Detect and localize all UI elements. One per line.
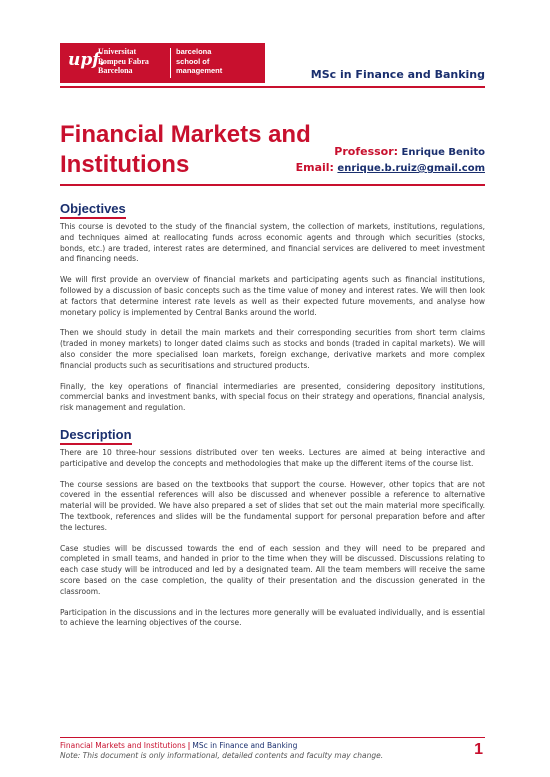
description-paragraph: Case studies will be discussed towards the end of each session and they will need to be prepared and completed in small teams, and handed in prior to the time when they will be discussed. Discussions relating to each case study will be introduced and led by a designated team. All the team members will receive the same score based on the case completion, the quality of their presentation and the discussion generated in the classroom. (60, 543, 485, 596)
footer-note: Note: This document is only informational, detailed contents and faculty may change. (60, 751, 384, 760)
objectives-heading: Objectives (60, 201, 126, 219)
header-divider (60, 86, 485, 88)
description-heading: Description (60, 427, 132, 445)
professor-line (296, 144, 485, 160)
description-paragraph: The course sessions are based on the textbooks that support the course. However, other topics that are not covered in the essential references will also be discussed and whenever possible a reference to alternative material will be provided. We have also prepared a set of slides that set out the main material more specifically. The textbook, references and slides will be the fundamental support for personal preparation before and after the lectures. (60, 479, 485, 532)
objectives-paragraph: This course is devoted to the study of the financial system, the collection of markets, institutions, regulations, and techniques aimed at reallocating funds across economic agents and through which securities (stocks, bonds, etc.) are traded, interest rates are determined, and financial services are delivered to meet investment and financing needs. (60, 222, 485, 264)
header-program-name: MSc in Finance and Banking (310, 68, 485, 81)
school-name: barcelona school of management (176, 47, 223, 75)
upf-logo-mark: upf. (68, 50, 105, 70)
email-line (296, 160, 485, 176)
objectives-paragraph: Then we should study in detail the main markets and their corresponding securities from short term claims (traded in money markets) to longer dated claims such as stocks and bonds (traded in capital markets). We will also consider the more specialised loan markets, foreign exchange, derivative markets and more complex financial products such as securitisations and structured products. (60, 328, 485, 370)
objectives-paragraph: We will first provide an overview of financial markets and participating agents such as financial institutions, followed by a discussion of basic concepts such as the time value of money and interest rates. We will then look at factors that determine interest rate levels as well as their expected future movements, and analyse how monetary policy is implemented by Central Banks around the world. (60, 275, 485, 317)
footer-course-name: Financial Markets and Institutions (60, 741, 186, 750)
course-title: Financial Markets and Institutions (60, 121, 311, 178)
footer-divider (60, 737, 485, 738)
title-divider (60, 184, 485, 186)
description-paragraph: There are 10 three-hour sessions distributed over ten weeks. Lectures are aimed at being interactive and participative and develop the concepts and methodologies that make up the different items of the course list. (60, 447, 485, 468)
upf-logo (60, 43, 265, 83)
objectives-paragraph: Finally, the key operations of financial intermediaries are presented, considering depository institutions, commercial banks and investment banks, with special focus on their strategy and operations, financial analysis, risk management and regulation. (60, 381, 485, 413)
logo-divider (170, 48, 171, 78)
footer-separator: | (187, 741, 191, 750)
professor-label: Professor: (334, 145, 399, 158)
email-label: Email: (295, 161, 334, 174)
email-link[interactable]: enrique.b.ruiz@gmail.com (337, 163, 485, 174)
description-paragraph: Participation in the discussions and in the lectures more generally will be evaluated individually, and is essential to achieve the learning objectives of the course. (60, 607, 485, 628)
page-header (0, 0, 550, 90)
professor-name: Enrique Benito (401, 147, 485, 158)
main-content (60, 198, 485, 639)
university-name: Universitat Pompeu Fabra Barcelona (98, 47, 149, 75)
page-number: 1 (474, 741, 483, 758)
professor-info (296, 144, 485, 176)
footer-program-name: MSc in Finance and Banking (192, 741, 298, 750)
page-footer (60, 741, 440, 761)
